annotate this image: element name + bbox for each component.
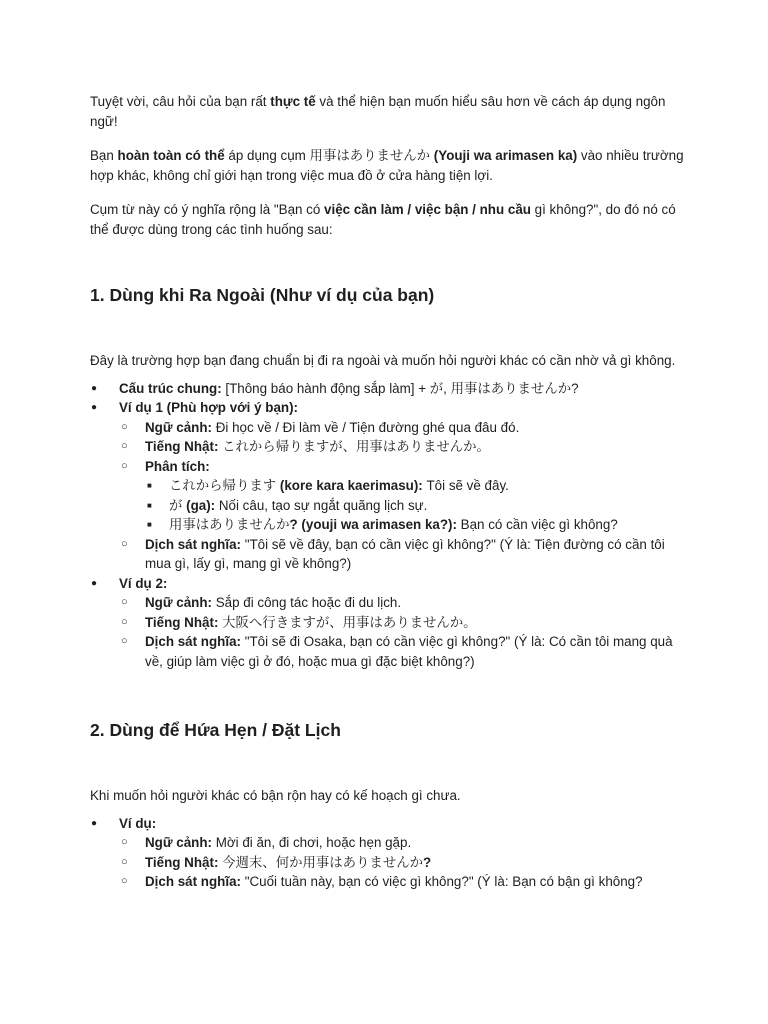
list-item-analysis-2 [145, 496, 690, 516]
bold-run: thực tế [270, 94, 316, 109]
text-run: và thể hiện bạn muốn hiểu sâu hơn về cách áp dụng ngôn ngữ! [90, 94, 666, 129]
bold-label: Tiếng Nhật: [145, 614, 219, 630]
bold-label: Phân tích: [145, 458, 210, 474]
bold-label: Cấu trúc chung: [119, 380, 222, 396]
bold-run: việc cần làm / việc bận / nhu cầu [324, 202, 531, 217]
bold-label: Dịch sát nghĩa: [145, 536, 241, 552]
analysis-sublist [145, 476, 690, 535]
list-item-japanese [119, 613, 690, 633]
bold-label: Ngữ cảnh: [145, 595, 212, 610]
bold-label: Ví dụ 2: [119, 575, 168, 591]
list-item-translation [119, 535, 690, 574]
bold-label: Ví dụ: [119, 815, 157, 831]
bold-run: (ga): [186, 497, 216, 513]
text-run: Sắp đi công tác hoặc đi du lịch. [211, 595, 402, 610]
text-run: Bạn [90, 148, 118, 163]
text-run: これから帰りますが、用事はありませんか。 [218, 439, 490, 454]
list-item-context [119, 418, 690, 438]
example-sublist [119, 833, 690, 892]
intro-paragraph-1 [90, 92, 690, 131]
bold-label: Tiếng Nhật: [145, 439, 219, 454]
text-run: が [169, 497, 187, 513]
text-run: Tôi sẽ về đây. [422, 478, 509, 493]
bold-label: Ngữ cảnh: [145, 419, 212, 435]
text-run: 大阪へ行きますが、用事はありませんか。 [218, 614, 477, 630]
list-item-example [90, 814, 690, 892]
bold-label: Ví dụ 1 (Phù hợp với ý bạn): [119, 400, 298, 415]
text-run: 用事はありませんか [169, 517, 290, 532]
text-run: gì không?", do đó nó có thể được dùng trong các tình huống sau: [90, 202, 676, 237]
intro-paragraph-2 [90, 146, 690, 185]
bold-label: Tiếng Nhật: [145, 854, 219, 870]
bold-label: Dịch sát nghĩa: [145, 874, 241, 889]
text-run: Bạn có cần việc gì không? [456, 517, 618, 532]
text-run: vào nhiều trường hợp khác, không chỉ giới hạn trong việc mua đồ ở cửa hàng tiện lợi. [90, 148, 684, 183]
bold-run: (Youji wa arimasen ka) [433, 148, 578, 163]
bold-run: ? (youji wa arimasen ka?): [289, 517, 457, 532]
list-item-translation [119, 872, 690, 892]
text-run: Đi học về / Đi làm về / Tiện đường ghé qua đâu đó. [211, 419, 520, 435]
section-2-heading: 2. Dùng để Hứa Hẹn / Đặt Lịch [90, 720, 341, 740]
list-item-structure [90, 379, 690, 399]
list-item-context [119, 593, 690, 613]
section-1-heading: 1. Dùng khi Ra Ngoài (Như ví dụ của bạn) [90, 285, 435, 305]
text-run: "Tôi sẽ về đây, bạn có cần việc gì không?" (Ý là: Tiện đường có cần tôi mua gì, lấy gì, mang gì về không?) [145, 536, 665, 571]
text-run: "Tôi sẽ đi Osaka, bạn có cần việc gì không?" (Ý là: Có cần tôi mang quà về, giúp làm việc gì ở đó, hoặc mua gì đặc biệt không?) [145, 634, 673, 669]
text-run: Tuyệt vời, câu hỏi của bạn rất [90, 94, 271, 109]
example-1-sublist [119, 418, 690, 574]
list-item-japanese [119, 853, 690, 873]
intro-paragraph-3 [90, 200, 690, 239]
text-run: "Cuối tuần này, bạn có việc gì không?" (Ý là: Bạn có bận gì không? [240, 874, 643, 889]
list-item-japanese [119, 437, 690, 457]
document-page [90, 92, 690, 892]
list-item-example-2 [90, 574, 690, 672]
list-item-example-1 [90, 398, 690, 574]
list-item-analysis [119, 457, 690, 535]
section-1-list [90, 379, 690, 672]
example-2-sublist [119, 593, 690, 671]
bold-run: (kore kara kaerimasu): [279, 478, 423, 493]
bold-label: Ngữ cảnh: [145, 835, 212, 850]
bold-run: ? [423, 854, 432, 870]
list-item-analysis-1 [145, 476, 690, 496]
text-run: Cụm từ này có ý nghĩa rộng là "Bạn có [90, 202, 325, 217]
list-item-context [119, 833, 690, 853]
bold-label: Dịch sát nghĩa: [145, 634, 241, 649]
bold-run: hoàn toàn có thể [117, 148, 225, 163]
text-run: Mời đi ăn, đi chơi, hoặc hẹn gặp. [211, 835, 412, 850]
text-run: [Thông báo hành động sắp làm] + が, 用事はありませんか? [221, 380, 579, 396]
text-run: Nối câu, tạo sự ngắt quãng lịch sự. [215, 497, 428, 513]
list-item-translation [119, 632, 690, 671]
list-item-analysis-3 [145, 515, 690, 535]
text-run: 今週末、何か用事はありませんか [218, 854, 423, 870]
text-run: これから帰ります [169, 478, 280, 493]
text-run: áp dụng cụm 用事はありませんか [224, 148, 434, 163]
section-1-intro: Đây là trường hợp bạn đang chuẩn bị đi ra ngoài và muốn hỏi người khác có cần nhờ vả gì không. [90, 353, 676, 368]
section-2-intro: Khi muốn hỏi người khác có bận rộn hay có kế hoạch gì chưa. [90, 788, 461, 803]
section-2-list [90, 814, 690, 892]
